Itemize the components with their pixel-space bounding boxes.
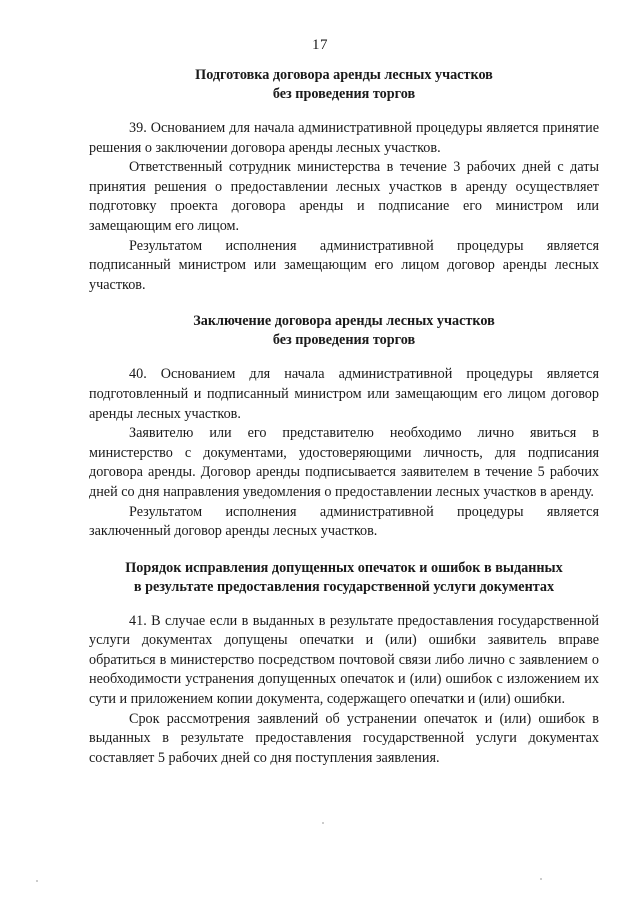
paragraph: Ответственный сотрудник министерства в течение 3 рабочих дней с даты принятия решения о предоставлении лесных участков в аренду осуществляет подготовку проекта договора аренды и подписание его министром или замещающим его лицом.	[89, 159, 599, 234]
heading-line: в результате предоставления государственной услуги документах	[133, 578, 555, 595]
scan-speck	[322, 822, 324, 824]
scan-speck	[540, 878, 542, 880]
section-heading	[89, 559, 599, 597]
section-heading	[89, 312, 599, 350]
section-error-correction	[89, 559, 599, 769]
heading-line: Порядок исправления допущенных опечаток и ошибок в выданных	[125, 559, 563, 576]
section-lease-conclusion	[89, 312, 599, 541]
page-number: 17	[312, 37, 328, 53]
heading-line: Подготовка договора аренды лесных участков	[195, 67, 493, 83]
heading-line: без проведения торгов	[272, 86, 416, 102]
document-body	[89, 66, 599, 768]
paragraph: Срок рассмотрения заявлений об устранении опечаток и (или) ошибок в выданных в результате предоставления государственной услуги документах составляет 5 рабочих дней со дня поступления заявления.	[89, 710, 599, 766]
paragraph: Заявителю или его представителю необходимо лично явиться в министерство с документами, удостоверяющими личность, для подписания договора аренды. Договор аренды подписывается заявителем в течение 5 рабочих дней со дня направления уведомления о предоставлении лесных участков в аренду.	[89, 425, 599, 500]
paragraph: Результатом исполнения административной процедуры является подписанный министром или замещающим его лицом договор аренды лесных участков.	[89, 237, 599, 293]
section-heading	[89, 66, 599, 104]
heading-line: Заключение договора аренды лесных участков	[193, 313, 495, 330]
paragraph: Результатом исполнения административной процедуры является заключенный договор аренды лесных участков.	[89, 503, 599, 540]
paragraph: 41. В случае если в выданных в результате предоставления государственной услуги документах допущены опечатки и (или) ошибки заявитель вправе обратиться в министерство посредством почтовой связи либо лично с заявлением о необходимости устранения допущенных опечаток и (или) ошибок с изложением их сути и приложением копии документа, содержащего опечатки и (или) ошибки.	[89, 612, 599, 708]
paragraph: 39. Основанием для начала административной процедуры является принятие решения о заключении договора аренды лесных участков.	[89, 120, 599, 156]
scan-speck	[36, 880, 38, 882]
section-lease-preparation	[89, 66, 599, 295]
heading-line: без проведения торгов	[272, 332, 416, 349]
paragraph: 40. Основанием для начала административной процедуры является подготовленный и подписанный министром или замещающим его лицом договор аренды лесных участков.	[89, 366, 599, 422]
